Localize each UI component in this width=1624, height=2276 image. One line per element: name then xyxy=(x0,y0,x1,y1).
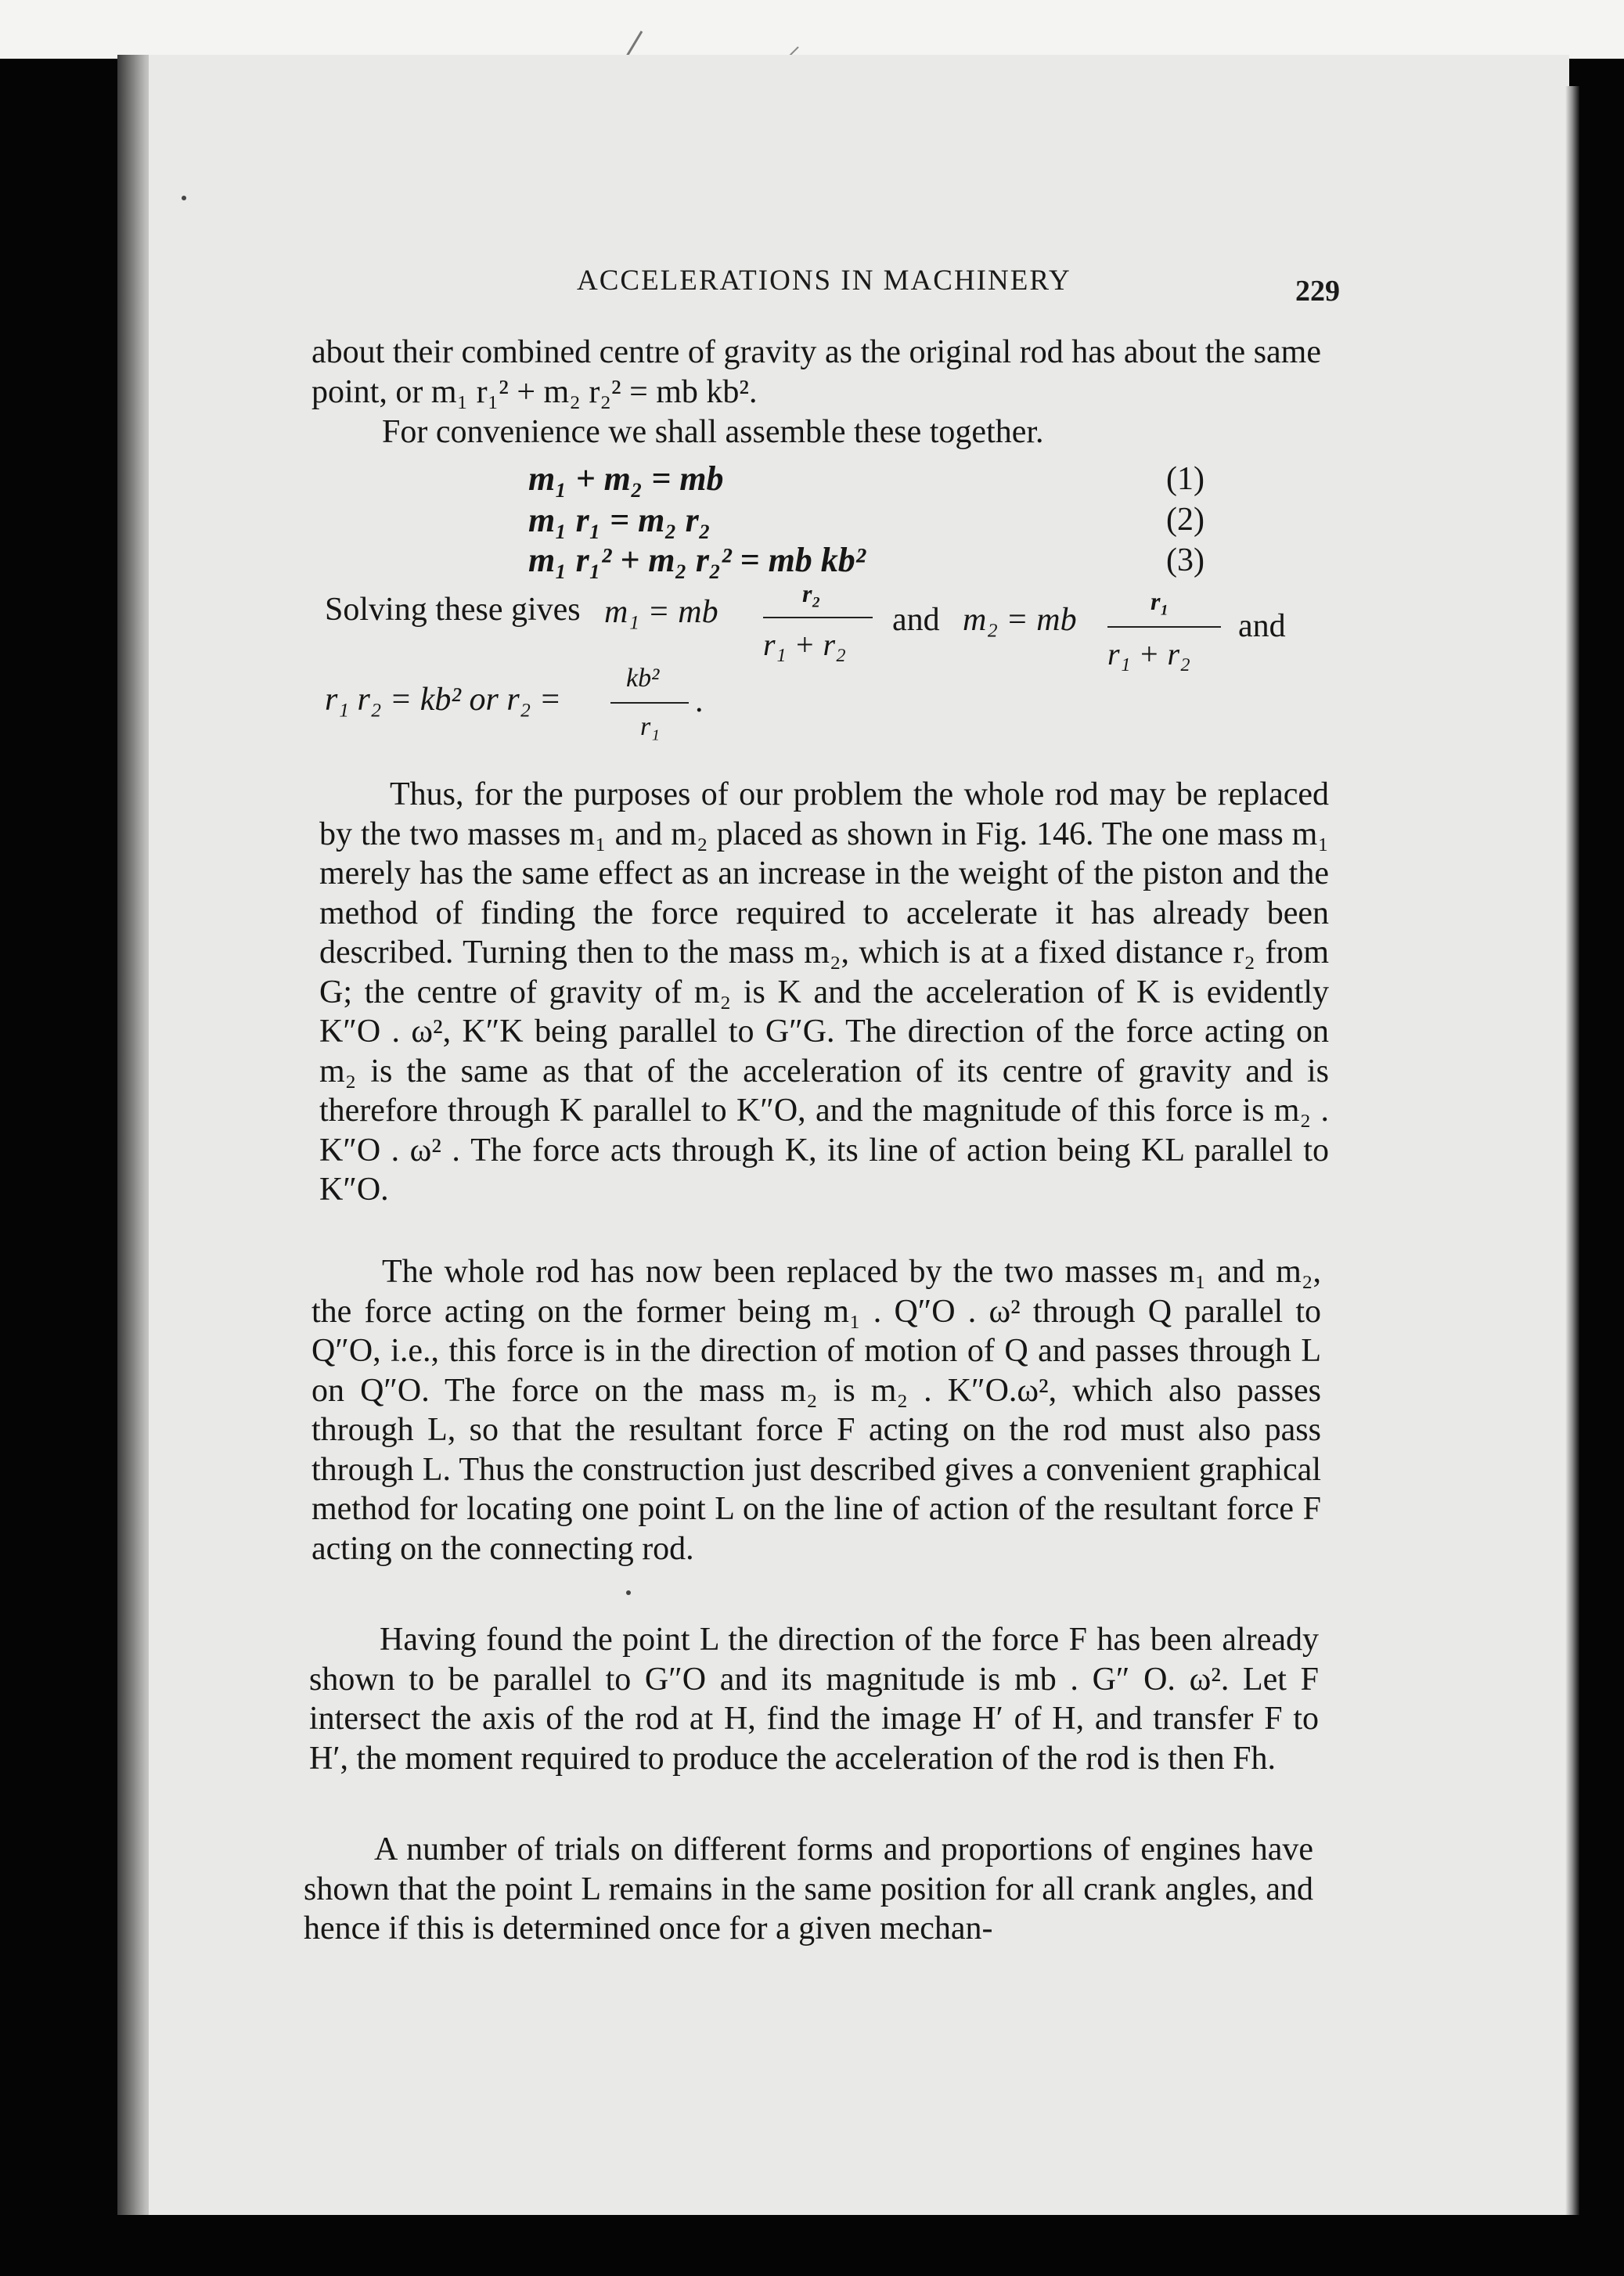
fraction-1-numerator: r₂ xyxy=(802,579,821,607)
solution-period: . xyxy=(695,683,704,719)
fraction-2-bar xyxy=(1107,626,1221,628)
paragraph-number-of-trials: A number of trials on different forms and proportions of engines have shown that the point L remains in the same position for all crank angles, and hence if this is determined once for a given mechan- xyxy=(304,1831,1313,1946)
fraction-1-bar xyxy=(763,617,873,618)
solution-m2: m₂ = mb xyxy=(963,602,1077,638)
paragraph-having-found: Having found the point L the direction of the force F has been already shown to be parallel to G″O and its magnitude is mb . G″ O. ω². Let F intersect the axis of the rod at H, find the image H′ of H, and transfer F to H′, the moment required to produce the acceleration of the rod is then Fh. xyxy=(309,1622,1319,1777)
paragraph-assemble: For convenience we shall assemble these together. xyxy=(382,414,1044,450)
solution-m1: m₁ = mb xyxy=(604,594,718,630)
scan-speck xyxy=(182,196,186,200)
fraction-1-denominator: r₁ + r₂ xyxy=(763,627,846,662)
solution-r-product: r₁ r₂ = kb² or r₂ = xyxy=(325,682,562,718)
fraction-3-bar xyxy=(610,702,689,704)
scan-speck xyxy=(626,1590,631,1595)
running-title: ACCELERATIONS IN MACHINERY xyxy=(577,265,1071,297)
equation-1: m₁ + m₂ = mb xyxy=(528,459,724,498)
equation-3-number: (3) xyxy=(1166,542,1204,578)
fraction-2-numerator: r₁ xyxy=(1150,587,1169,615)
paragraph-intro: about their combined centre of gravity as the original rod has about the same point, or m₁ r₁² + m₂ r₂² = mb kb². xyxy=(311,334,1321,410)
paragraph-thus: Thus, for the purposes of our problem the whole rod may be replaced by the two masses m₁ and m₂ placed as shown in Fig. 146. The one mass m₁ merely has the same effect as an increase in the weight of the piston and the method of finding the force required to accelerate it has already been described. Turning then to the mass m₂, which is at a fixed distance r₂ from G; the centre of gravity of m₂ is K and the acceleration of K is evidently K″O . ω², K″K being parallel to G″G. The direction of the force acting on m₂ is the same as that of the acceleration of its centre of gravity and is therefore through K parallel to K″O, and the magnitude of this force is m₂ . K″O . ω² . The force acts through K, its line of action being KL parallel to K″O. xyxy=(319,776,1329,1208)
solution-lead: Solving these gives xyxy=(325,592,581,628)
equation-3: m₁ r₁² + m₂ r₂² = mb kb² xyxy=(528,541,866,579)
equation-1-number: (1) xyxy=(1166,461,1204,497)
equation-2: m₁ r₁ = m₂ r₂ xyxy=(528,501,711,539)
equation-2-number: (2) xyxy=(1166,502,1204,538)
fraction-3-denominator: r₁ xyxy=(640,712,661,741)
solution-and-2: and xyxy=(1238,608,1286,644)
fraction-3-numerator: kb² xyxy=(626,664,660,693)
page-edge-shadow xyxy=(1565,86,1579,2215)
page-number: 229 xyxy=(1295,275,1340,308)
fraction-2-denominator: r₁ + r₂ xyxy=(1107,636,1190,672)
solution-and-1: and xyxy=(892,602,940,638)
paragraph-whole-rod: The whole rod has now been replaced by the two masses m₁ and m₂, the force acting on the former being m₁ . Q″O . ω² through Q parallel to Q″O, i.e., this force is in the direction of motion of Q and passes through L on Q″O. The force on the mass m₂ is m₂ . K″O.ω², which also passes through L, so that the resultant force F acting on the rod must also pass through L. Thus the construction just described gives a convenient graphical method for locating one point L on the line of action of the resultant force F acting on the connecting rod. xyxy=(311,1254,1321,1567)
